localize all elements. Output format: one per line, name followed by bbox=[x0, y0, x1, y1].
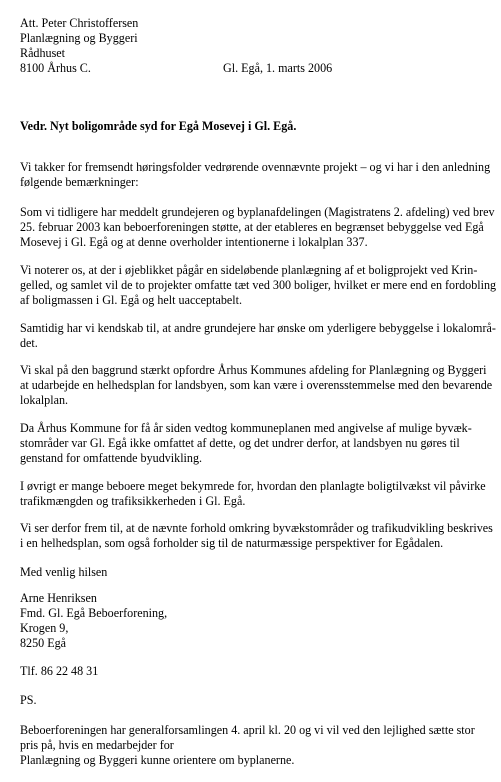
sender-organization: Fmd. Gl. Egå Beboerforening, bbox=[20, 606, 168, 620]
sender-address bbox=[20, 591, 490, 651]
subject-line: Vedr. Nyt boligområde syd for Egå Mosevej i Gl. Egå. bbox=[20, 119, 297, 133]
paragraph-5 bbox=[20, 363, 493, 408]
paragraph-line: lokalplan. bbox=[20, 393, 69, 407]
paragraph-line: Vi skal på den baggrund stærkt opfordre Århus Kommunes afdeling for Planlægning og Byggeri bbox=[20, 363, 487, 377]
paragraph-line: i en helhedsplan, som også forholder sig til de naturmæssige perspektiver for Egådalen. bbox=[20, 536, 444, 550]
paragraph-line: 25. februar 2003 kan beboerforeningen støtte, at der etableres en begrænset bebyggelse ved Egå bbox=[20, 220, 484, 234]
recipient-city: 8100 Århus C. bbox=[20, 61, 91, 75]
recipient-attention: Att. Peter Christoffersen bbox=[20, 16, 139, 30]
paragraph-line: af boligmassen i Gl. Egå og helt uacceptabelt. bbox=[20, 293, 242, 307]
ps-text bbox=[20, 723, 490, 768]
paragraph-line: Vi takker for fremsendt høringsfolder vedrørende ovennævnte projekt – og vi har i den anledning bbox=[20, 160, 491, 174]
sender-street: Krogen 9, bbox=[20, 621, 69, 635]
paragraph-line: Som vi tidligere har meddelt grundejeren og byplanafdelingen (Magistratens 2. afdeling) ved brev bbox=[20, 205, 495, 219]
paragraph-line: at udarbejde en helhedsplan for landsbyen, som kan være i overensstemmelse med den bevarende bbox=[20, 378, 493, 392]
ps-line: pris på, hvis en medarbejder for bbox=[20, 738, 174, 752]
paragraph-6 bbox=[20, 421, 490, 466]
letter-date: Gl. Egå, 1. marts 2006 bbox=[223, 61, 333, 75]
paragraph-line: Da Århus Kommune for få år siden vedtog kommuneplanen med angivelse af mulige byvæk- bbox=[20, 421, 472, 435]
recipient-address bbox=[20, 16, 490, 76]
city-date-row bbox=[20, 61, 490, 76]
paragraph-4 bbox=[20, 321, 496, 351]
ps-label: PS. bbox=[20, 693, 37, 707]
paragraph-line: følgende bemærkninger: bbox=[20, 175, 139, 189]
paragraph-line: Mosevej i Gl. Egå og at denne overholder intentionerne i lokalplan 337. bbox=[20, 235, 368, 249]
paragraph-3 bbox=[20, 263, 497, 308]
sender-name: Arne Henriksen bbox=[20, 591, 97, 605]
paragraph-line: I øvrigt er mange beboere meget bekymrede for, hvordan den planlagte boligtilvækst vil påvirke bbox=[20, 479, 486, 493]
recipient-department: Planlægning og Byggeri bbox=[20, 31, 138, 45]
paragraph-line: Vi noterer os, at der i øjeblikket pågår en sideløbende planlægning af et boligprojekt ved Krin- bbox=[20, 263, 478, 277]
paragraph-line: stområder var Gl. Egå ikke omfattet af dette, og det undrer derfor, at landsbyen nu gøres til bbox=[20, 436, 460, 450]
ps-line: Beboerforeningen har generalforsamlingen 4. april kl. 20 og vi vil ved den lejlighed sætte stor bbox=[20, 723, 475, 737]
paragraph-line: gelled, og samlet vil de to projekter omfatte tæt ved 300 boliger, hvilket er mere end en fordobling bbox=[20, 278, 497, 292]
ps-line: Planlægning og Byggeri kunne orientere om byplanerne. bbox=[20, 753, 295, 767]
closing: Med venlig hilsen bbox=[20, 565, 108, 579]
paragraph-2 bbox=[20, 205, 495, 250]
paragraph-7 bbox=[20, 479, 490, 509]
paragraph-line: genstand for omfattende byudvikling. bbox=[20, 451, 203, 465]
paragraph-1 bbox=[20, 160, 490, 190]
paragraph-line: Samtidig har vi kendskab til, at andre grundejere har ønske om yderligere bebyggelse i lokalområ- bbox=[20, 321, 496, 335]
phone-number: Tlf. 86 22 48 31 bbox=[20, 664, 99, 678]
recipient-building: Rådhuset bbox=[20, 46, 66, 60]
sender-city: 8250 Egå bbox=[20, 636, 67, 650]
paragraph-line: trafikmængden og trafiksikkerheden i Gl. Egå. bbox=[20, 494, 246, 508]
paragraph-line: det. bbox=[20, 336, 38, 350]
paragraph-8 bbox=[20, 521, 493, 551]
paragraph-line: Vi ser derfor frem til, at de nævnte forhold omkring byvækstområder og trafikudvikling beskrives bbox=[20, 521, 493, 535]
